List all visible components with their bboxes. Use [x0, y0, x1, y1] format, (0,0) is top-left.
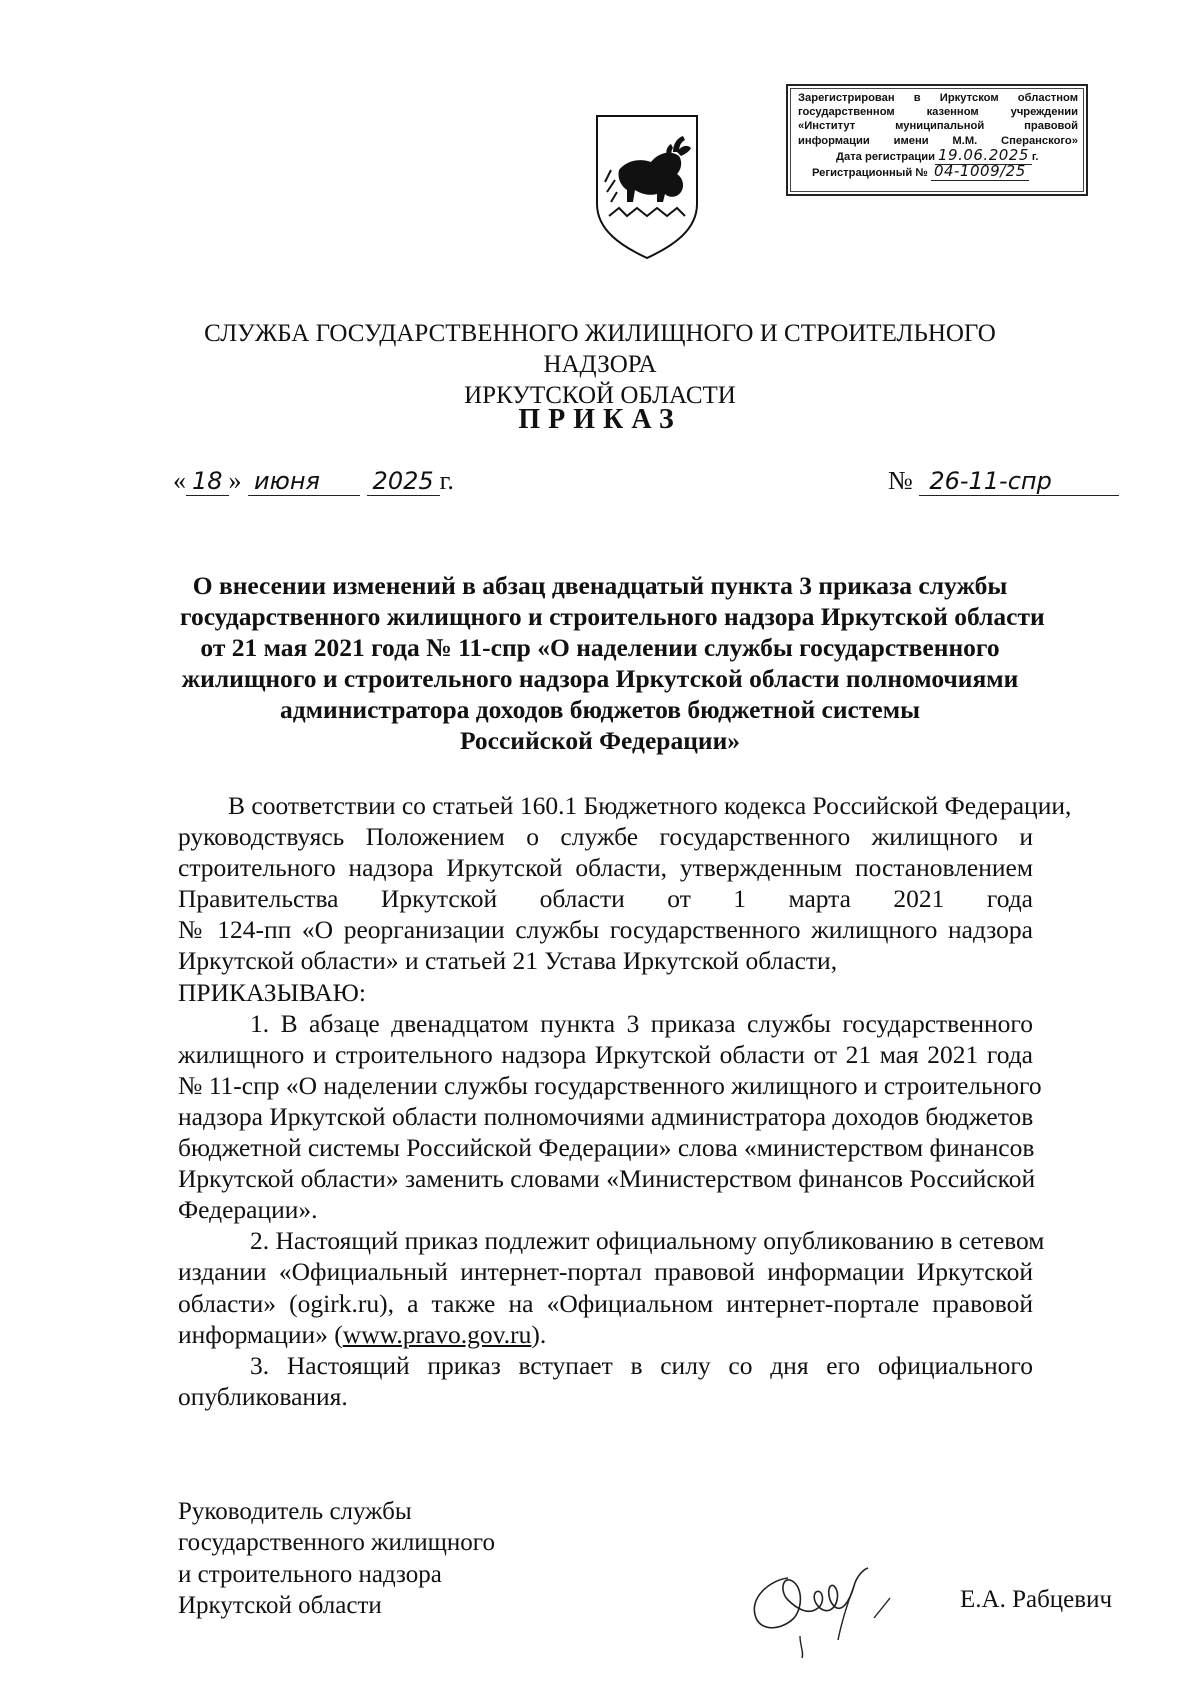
stamp-line: государственном казенном учреждении: [798, 106, 1078, 119]
stamp-line: «Институт муниципальной правовой: [798, 120, 1078, 133]
body-line: жилищного и строительного надзора Иркутской области от 21 мая 2021 года: [178, 1039, 1033, 1069]
order-subject: [180, 570, 1045, 756]
body-line: надзора Иркутской области полномочиями администратора доходов бюджетов: [178, 1101, 1034, 1131]
stamp-registration-number: [798, 164, 1078, 180]
body-line: области» (ogirk.ru), а также на «Официальном интернет-портале правовой: [178, 1288, 1033, 1318]
stamp-line: Зарегистрирован в Иркутском областном: [798, 92, 1078, 104]
stamp-date-suffix: г.: [1031, 150, 1039, 163]
document-title: ПРИКАЗ: [518, 404, 682, 435]
stamp-reg-value: 04-1009/25: [931, 162, 1029, 181]
body-text-fragment: информации» (: [178, 1319, 343, 1349]
body-line: Федерации».: [178, 1195, 318, 1225]
signatory-position: [178, 1496, 495, 1622]
stamp-date-label: Дата регистрации: [836, 150, 935, 163]
position-line: государственного жилищного: [178, 1529, 495, 1557]
body-line: № 124-пп «О реорганизации службы государственного жилищного надзора: [178, 915, 1033, 945]
date-suffix: г.: [439, 466, 454, 495]
number-label: №: [888, 466, 913, 495]
number-value: 26-11-спр: [919, 467, 1119, 496]
coat-of-arms-icon: [593, 112, 701, 262]
body-line: издании «Официальный интернет-портал правовой информации Иркутской: [178, 1257, 1033, 1287]
body-line: 3. Настоящий приказ вступает в силу со дня его официального: [250, 1350, 1033, 1380]
org-line: СЛУЖБА ГОСУДАРСТВЕННОГО ЖИЛИЩНОГО И СТРОИТЕЛЬНОГО НАДЗОРА: [204, 320, 996, 378]
date-year: 2025: [367, 467, 440, 496]
subject-line: Российской Федерации»: [459, 726, 741, 755]
date-month: июня: [248, 467, 360, 496]
stamp-date-value: 19.06.2025: [935, 146, 1032, 165]
order-date: [173, 466, 454, 496]
subject-line: от 21 мая 2021 года № 11-спр «О наделении службы государственного: [200, 633, 1000, 662]
date-quote-close: »: [228, 466, 242, 495]
subject-line: администратора доходов бюджетов бюджетной системы: [280, 695, 920, 724]
body-line: руководствуясь Положением о службе государственного жилищного и: [178, 822, 1033, 852]
body-line: Иркутской области» заменить словами «Министерством финансов Российской: [178, 1164, 1036, 1194]
org-line: ИРКУТСКОЙ ОБЛАСТИ: [464, 382, 736, 409]
stamp-line: информации имени М.М. Сперанского»: [798, 134, 1078, 147]
position-line: Руководитель службы: [178, 1498, 412, 1525]
order-number: [888, 466, 1119, 496]
order-body: [178, 790, 1072, 1412]
date-day: 18: [186, 467, 229, 496]
organization-header: [150, 318, 1050, 411]
body-line: строительного надзора Иркутской области, утвержденным постановлением: [178, 853, 1033, 883]
body-line: 1. В абзаце двенадцатом пункта 3 приказа службы государственного: [250, 1008, 1033, 1038]
pravo-gov-link[interactable]: www.pravo.gov.ru: [342, 1319, 532, 1349]
subject-line: государственного жилищного и строительного надзора Иркутской области: [180, 602, 1045, 631]
subject-line: О внесении изменений в абзац двенадцатый пункта 3 приказа службы: [192, 571, 1008, 600]
body-line: Правительства Иркутской области от 1 марта 2021 года: [178, 884, 1033, 914]
body-text-fragment: ).: [531, 1319, 547, 1349]
date-quote-open: «: [173, 466, 186, 495]
body-line: В соответствии со статьей 160.1 Бюджетного кодекса Российской Федерации,: [228, 791, 1072, 820]
body-line: 2. Настоящий приказ подлежит официальному опубликованию в сетевом: [250, 1226, 1045, 1256]
stamp-reg-label: Регистрационный №: [812, 167, 928, 180]
handwritten-signature: [730, 1540, 930, 1660]
subject-line: жилищного и строительного надзора Иркутской области полномочиями: [181, 664, 1019, 693]
position-line: Иркутской области: [178, 1592, 382, 1620]
position-line: и строительного надзора: [178, 1560, 442, 1588]
body-line: Иркутской области» и статьей 21 Устава Иркутской области,: [178, 946, 838, 976]
body-line: [178, 1319, 1033, 1350]
body-line: опубликования.: [178, 1381, 348, 1411]
order-word: ПРИКАЗЫВАЮ:: [178, 977, 366, 1007]
registration-stamp: [786, 84, 1088, 196]
body-line: № 11-спр «О наделении службы государственного жилищного и строительного: [178, 1070, 1042, 1100]
body-line: бюджетной системы Российской Федерации» слова «министерством финансов: [178, 1133, 1035, 1163]
signatory-name: Е.А. Рабцевич: [960, 1586, 1113, 1613]
